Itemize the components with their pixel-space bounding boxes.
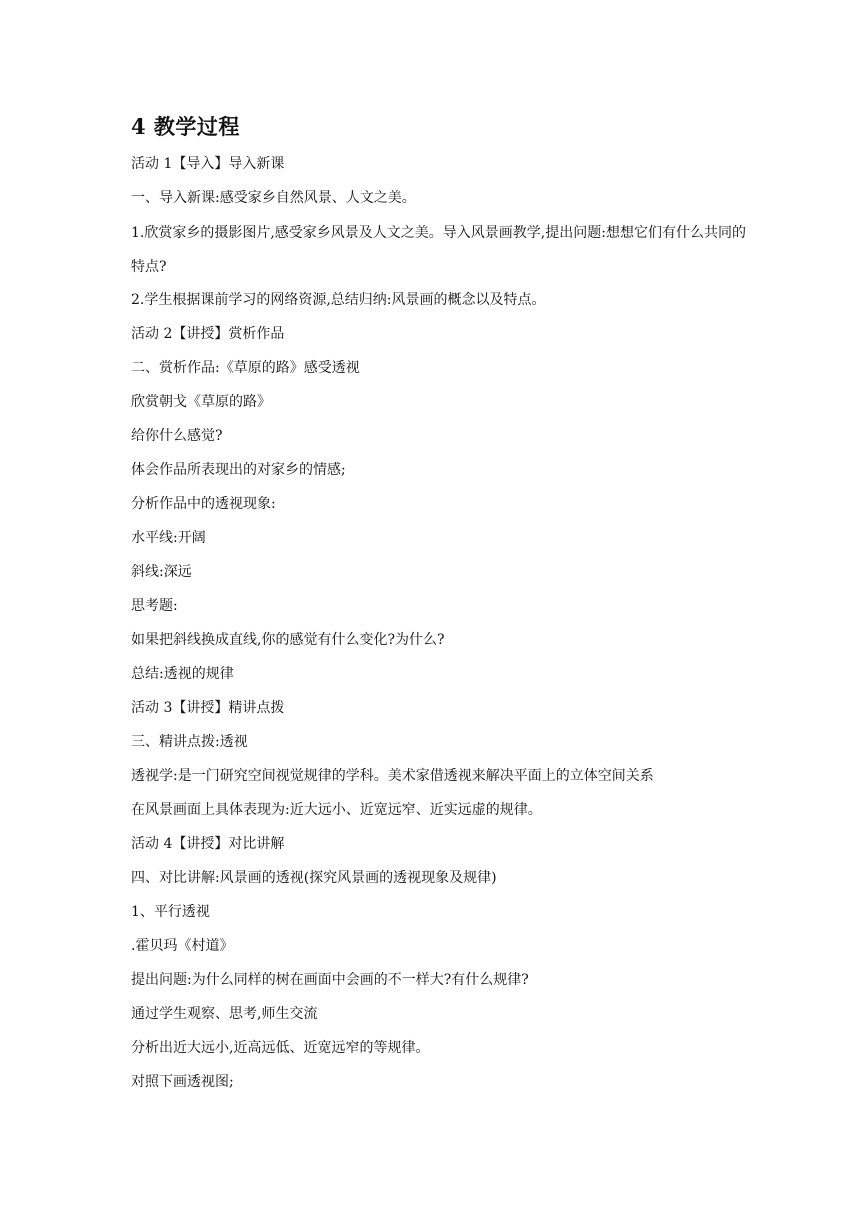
paragraph: 活动 4【讲授】对比讲解 <box>131 836 285 852</box>
paragraph: 通过学生观察、思考,师生交流 <box>131 1006 318 1022</box>
paragraph: 给你什么感觉? <box>131 428 223 444</box>
paragraph: 活动 3【讲授】精讲点拨 <box>131 700 285 716</box>
paragraph: 1.欣赏家乡的摄影图片,感受家乡风景及人文之美。导入风景画教学,提出问题:想想它们有什么共同的特点? <box>131 225 746 275</box>
paragraph: 提出问题:为什么同样的树在画面中会画的不一样大?有什么规律? <box>131 972 529 988</box>
paragraph: 活动 1【导入】导入新课 <box>131 156 285 172</box>
paragraph: 斜线:深远 <box>131 564 192 580</box>
paragraph: 四、对比讲解:风景画的透视(探究风景画的透视现象及规律) <box>131 870 497 886</box>
paragraph: 二、赏析作品:《草原的路》感受透视 <box>131 360 360 376</box>
paragraph: .霍贝玛《村道》 <box>131 938 234 954</box>
paragraph: 思考题: <box>131 598 178 614</box>
paragraph: 活动 2【讲授】赏析作品 <box>131 326 285 342</box>
document-body <box>131 112 751 1106</box>
paragraph: 1、平行透视 <box>131 904 210 920</box>
paragraph: 总结:透视的规律 <box>131 666 234 682</box>
paragraph: 分析出近大远小,近高远低、近宽远窄的等规律。 <box>131 1040 430 1056</box>
paragraph: 一、导入新课:感受家乡自然风景、人文之美。 <box>131 190 416 206</box>
paragraph: 2.学生根据课前学习的网络资源,总结归纳:风景画的概念以及特点。 <box>131 292 546 308</box>
paragraph: 对照下画透视图; <box>131 1074 234 1090</box>
paragraph: 分析作品中的透视现象: <box>131 496 276 512</box>
paragraph: 三、精讲点拨:透视 <box>131 734 248 750</box>
paragraph: 体会作品所表现出的对家乡的情感; <box>131 462 346 478</box>
paragraph: 透视学:是一门研究空间视觉规律的学科。美术家借透视来解决平面上的立体空间关系 <box>131 768 654 784</box>
paragraph: 水平线:开阔 <box>131 530 206 546</box>
paragraph: 欣赏朝戈《草原的路》 <box>131 394 271 410</box>
section-title: 4 教学过程 <box>131 114 240 139</box>
paragraph: 在风景画面上具体表现为:近大远小、近宽远窄、近实远虚的规律。 <box>131 802 542 818</box>
paragraph: 如果把斜线换成直线,你的感觉有什么变化?为什么? <box>131 632 445 648</box>
